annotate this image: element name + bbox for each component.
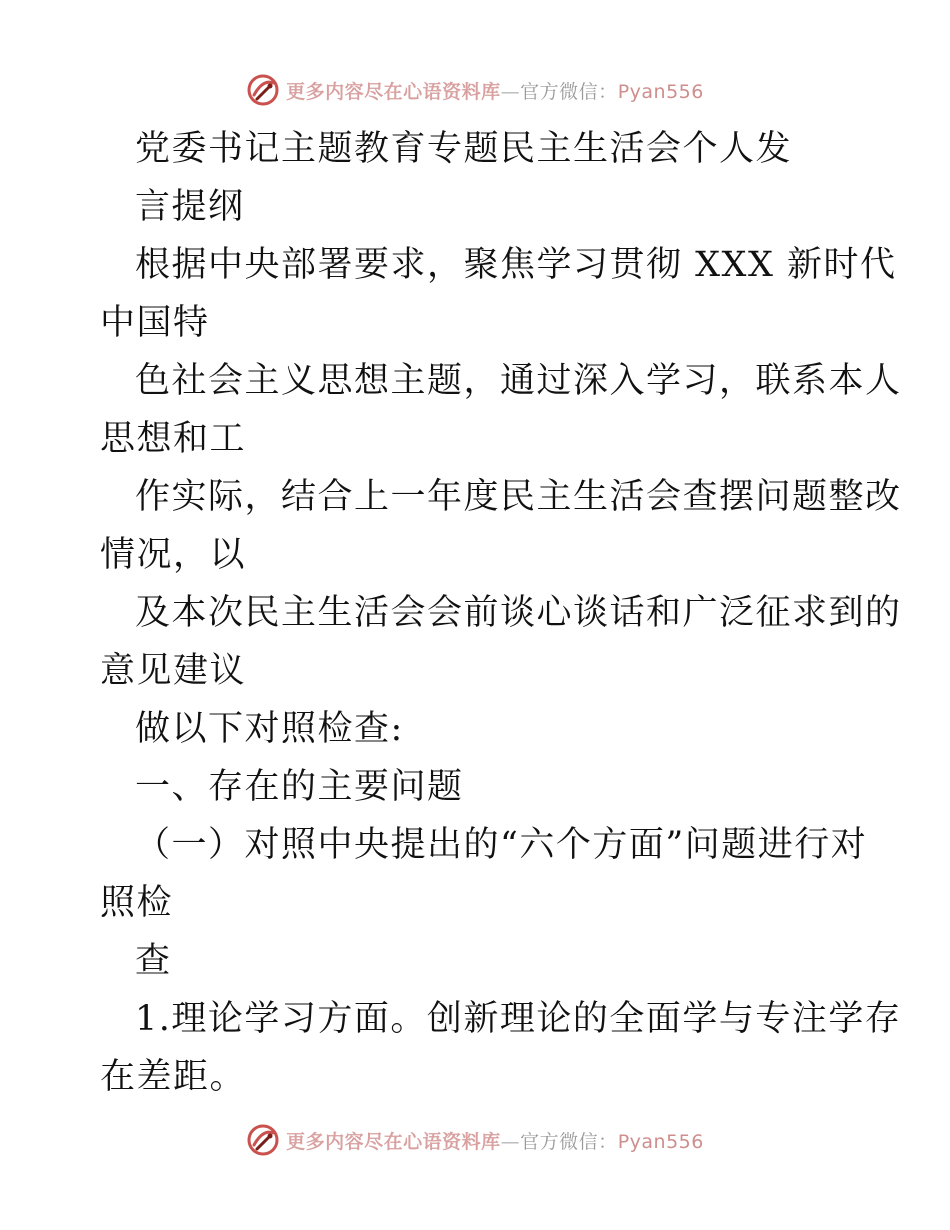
paragraph-line: 做以下对照检查: xyxy=(135,709,404,749)
watermark-wechat-id: Pyan556 xyxy=(617,80,704,103)
watermark-wechat-label: 官方微信： xyxy=(520,1130,618,1153)
paragraph-line: 中国特 xyxy=(100,303,210,343)
paragraph-line: 情况，以 xyxy=(100,535,247,575)
paragraph-line: 在差距。 xyxy=(100,1057,247,1097)
watermark-dash: — xyxy=(500,80,521,103)
watermark-site-name: 更多内容尽在心语资料库 xyxy=(286,80,501,103)
title-line-1: 党委书记主题教育专题民主生活会个人发 xyxy=(135,129,793,169)
pen-logo-icon xyxy=(246,1123,280,1157)
paragraph-line: 意见建议 xyxy=(100,651,247,691)
paragraph-line: 色社会主义思想主题，通过深入学习，联系本人 xyxy=(135,361,902,401)
watermark-site-name: 更多内容尽在心语资料库 xyxy=(286,1130,501,1153)
title-line-2: 言提纲 xyxy=(135,187,245,227)
watermark-wechat-label: 官方微信： xyxy=(520,80,618,103)
paragraph-line: 根据中央部署要求，聚焦学习贯彻 XXX 新时代 xyxy=(135,245,897,285)
paragraph-line: 思想和工 xyxy=(100,419,247,459)
footer-watermark xyxy=(0,1120,950,1160)
watermark-wechat-id: Pyan556 xyxy=(617,1130,704,1153)
paragraph-line: 1.理论学习方面。创新理论的全面学与专注学存 xyxy=(135,999,902,1039)
paragraph-line: 及本次民主生活会会前谈心谈话和广泛征求到的 xyxy=(135,593,902,633)
header-watermark xyxy=(0,70,950,110)
section-heading: 一、存在的主要问题 xyxy=(135,767,464,807)
document-body xyxy=(100,120,902,1106)
watermark-dash: — xyxy=(500,1130,521,1153)
subsection-heading-line: 照检 xyxy=(100,883,174,923)
paragraph-line: 作实际，结合上一年度民主生活会查摆问题整改 xyxy=(135,477,902,517)
subsection-heading-line: （一）对照中央提出的“六个方面”问题进行对 xyxy=(135,825,868,865)
subsection-heading-line: 查 xyxy=(135,941,172,981)
pen-logo-icon xyxy=(246,73,280,107)
